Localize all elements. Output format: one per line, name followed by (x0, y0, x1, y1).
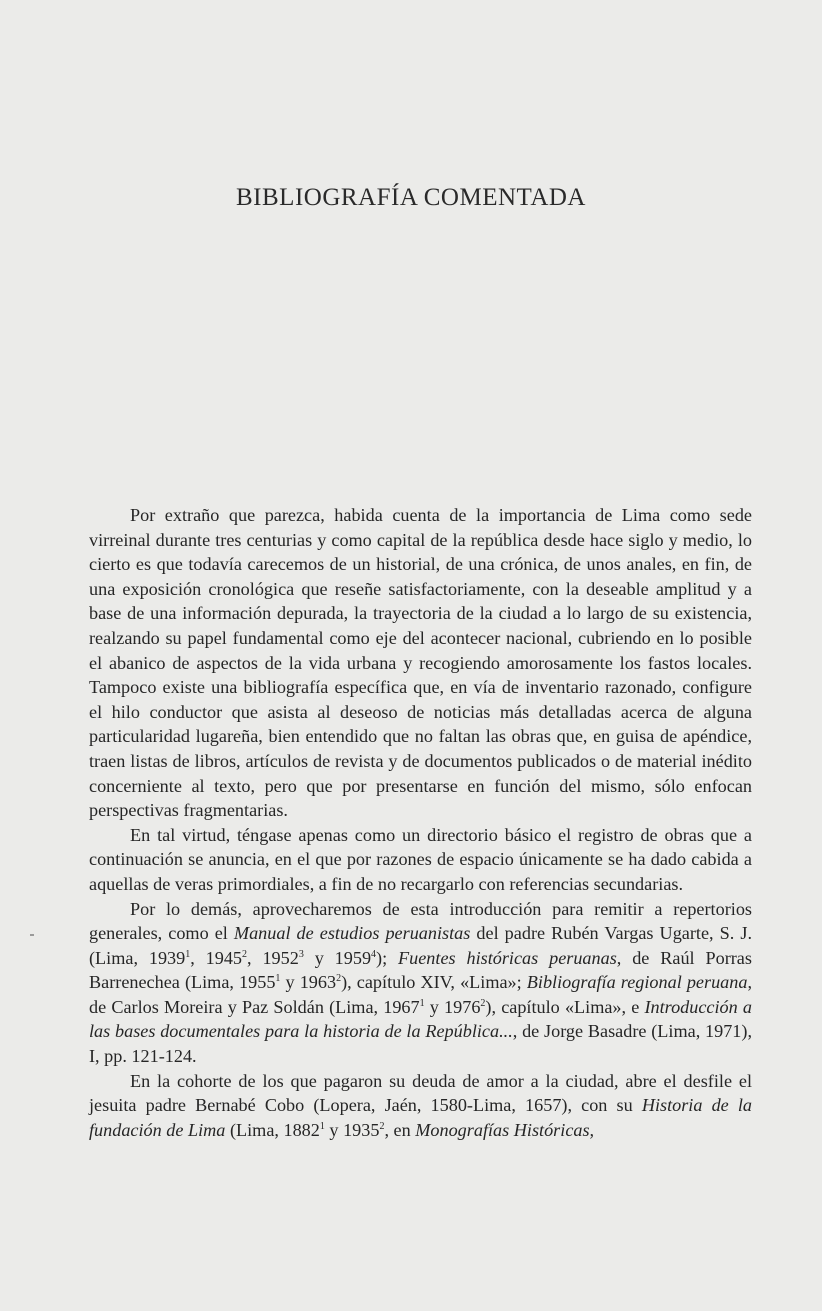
book-title: Manual de estudios peruanistas (233, 923, 471, 944)
book-title: Bibliografía regional peruana (526, 972, 748, 993)
text-run: , de Jorge Basadre (Lima, 1971), I, pp. 121-124. (89, 1021, 753, 1067)
text-run: y 1959 (303, 947, 372, 968)
edition-superscript: 2 (379, 1120, 385, 1132)
text-run: , 1945 (190, 947, 243, 968)
edition-superscript: 1 (319, 1120, 325, 1132)
document-body (89, 503, 752, 1142)
page-title: BIBLIOGRAFÍA COMENTADA (236, 184, 586, 211)
text-run: , en (384, 1119, 416, 1140)
book-title: Fuentes históricas peruanas (398, 947, 617, 968)
text-run: (Lima, 1882 (225, 1119, 320, 1140)
text-run: Por lo demás, aprovecharemos de esta introducción para remitir a repertorios generales, como el (89, 898, 752, 944)
text-run: del padre Rubén Vargas Ugarte, S. J. (Lima, 1939 (89, 923, 752, 968)
text-run: y 1963 (280, 972, 337, 993)
text-run: ), capítulo XIV, «Lima»; (341, 972, 527, 993)
text-run: , de Raúl Porras Barrenechea (Lima, 1955 (89, 947, 752, 993)
text-run: ), capítulo «Lima», e (485, 996, 645, 1017)
text-run: , 1952 (247, 947, 299, 968)
edition-superscript: 2 (480, 997, 486, 1009)
edition-superscript: 2 (242, 948, 248, 960)
text-run: y 1935 (324, 1119, 380, 1140)
book-title: Historia de la fundación de Lima (89, 1095, 753, 1140)
paragraph-2: En tal virtud, téngase apenas como un directorio básico el registro de obras que a continuación se anuncia, en el que por razones de espacio únicamente se ha dado cabida a aquellas de veras primordiales, a fin de no recargarlo con referencias secundarias. (89, 824, 752, 894)
paragraph-3 (89, 897, 752, 1069)
edition-superscript: 1 (419, 997, 425, 1009)
text-run: y 1976 (424, 996, 481, 1017)
paragraph-1: Por extraño que parezca, habida cuenta de la importancia de Lima como sede virreinal durante tres centurias y como capital de la república desde hace siglo y medio, lo cierto es que todavía carecemos de un historial, de una crónica, de unos anales, en fin, de una exposición cronológica que reseñe satisfactoriamente, con la deseable amplitud y a base de una información depurada, la trayectoria de la ciudad a lo largo de su existencia, realzando su papel fundamental como eje del acontecer nacional, cubriendo en lo posible el abanico de aspectos de la vida urbana y recogiendo amorosamente los fastos locales. Tampoco existe una bibliografía específica que, en vía de inventario razonado, configure el hilo conductor que asista al deseoso de noticias más detalladas acerca de alguna particularidad lugareña, bien entendido que no faltan las obras que, en guisa de apéndice, traen listas de libros, artículos de revista y de documentos publicados o de material inédito concerniente al texto, pero que por presentarse en función del mismo, sólo enfocan perspectivas fragmentarias. (89, 505, 752, 821)
book-title: Introducción a las bases documentales para la historia de la República... (89, 996, 752, 1042)
text-run: , de Carlos Moreira y Paz Soldán (Lima, 1967 (89, 972, 753, 1017)
edition-superscript: 3 (298, 948, 304, 960)
margin-mark (30, 934, 34, 936)
paragraph-4 (89, 1069, 752, 1143)
book-title: Monografías Históricas, (415, 1119, 595, 1140)
edition-superscript: 4 (371, 948, 377, 960)
edition-superscript: 1 (275, 973, 281, 985)
edition-superscript: 1 (185, 948, 191, 960)
text-run: En la cohorte de los que pagaron su deuda de amor a la ciudad, abre el desfile el jesuita padre Bernabé Cobo (Lopera, Jaén, 1580-Lima, 1657), con su (89, 1070, 752, 1116)
text-run: ); (376, 947, 399, 968)
edition-superscript: 2 (336, 973, 342, 985)
